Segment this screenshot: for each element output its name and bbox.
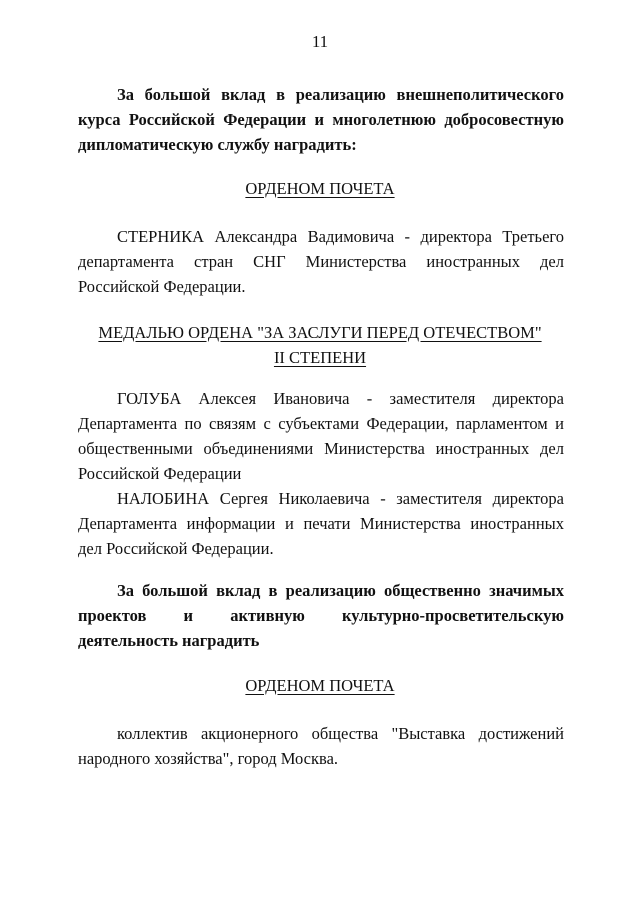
section1-intro: За большой вклад в реализацию внешнеполитического курса Российской Федерации и многолетнюю добросовестную дипломатическую службу наградить: xyxy=(78,85,564,154)
section3-award-title: ОРДЕНОМ ПОЧЕТА xyxy=(245,676,395,695)
section3-award-heading xyxy=(0,673,640,698)
section2-award-heading xyxy=(0,320,640,345)
section1-award-heading xyxy=(0,176,640,201)
section2-award-title-line1: МЕДАЛЬЮ ОРДЕНА "ЗА ЗАСЛУГИ ПЕРЕД ОТЕЧЕСТВОМ" xyxy=(98,323,542,342)
section2-recipient-golub: ГОЛУБА Алексея Ивановича - заместителя директора Департамента по связям с субъектами Федерации, парламентом и общественными объединениями Министерства иностранных дел Российской Федерации xyxy=(78,389,564,483)
section3-intro: За большой вклад в реализацию общественно значимых проектов и активную культурно-просветительскую деятельность наградить xyxy=(78,581,564,650)
section3-recipient: коллектив акционерного общества "Выставка достижений народного хозяйства", город Москва. xyxy=(78,724,564,768)
section1-award-title: ОРДЕНОМ ПОЧЕТА xyxy=(245,179,395,198)
section2-recipient-nalobin: НАЛОБИНА Сергея Николаевича - заместителя директора Департамента информации и печати Министерства иностранных дел Российской Федерации. xyxy=(78,489,564,558)
section2-recipients xyxy=(78,386,564,561)
section2-award-heading-degree xyxy=(0,345,640,370)
section2-award-title-line2: II СТЕПЕНИ xyxy=(273,348,367,367)
section1-recipient: СТЕРНИКА Александра Вадимовича - директора Третьего департамента стран СНГ Министерства иностранных дел Российской Федерации. xyxy=(78,227,564,296)
page-number: 11 xyxy=(311,32,329,51)
